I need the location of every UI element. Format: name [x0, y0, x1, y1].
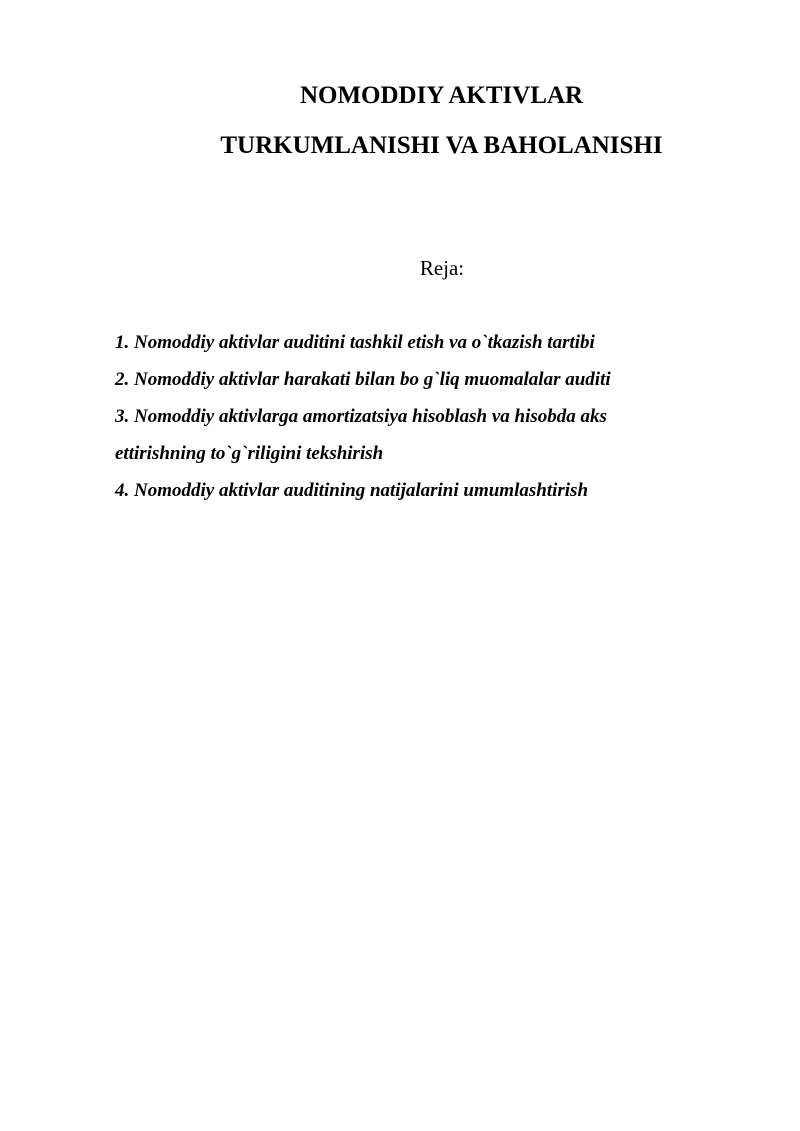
document-title-line-2: TURKUMLANISHI VA BAHOLANISHI [220, 132, 663, 159]
plan-item-1: 1. Nomoddiy aktivlar auditini tashkil etish va o`tkazish tartibi [115, 332, 595, 353]
plan-item-2: 2. Nomoddiy aktivlar harakati bilan bo g`liq muomalalar auditi [115, 369, 611, 390]
plan-item-3: 3. Nomoddiy aktivlarga amortizatsiya hisoblash va hisobda aks [115, 406, 607, 427]
document-title-line-1: NOMODDIY AKTIVLAR [299, 82, 584, 109]
plan-item-4: 4. Nomoddiy aktivlar auditining natijalarini umumlashtirish [115, 480, 589, 501]
plan-list [115, 324, 755, 509]
plan-heading: Reja: [419, 256, 465, 280]
plan-item-3-continued: ettirishning to`g`riligini tekshirish [115, 443, 384, 464]
